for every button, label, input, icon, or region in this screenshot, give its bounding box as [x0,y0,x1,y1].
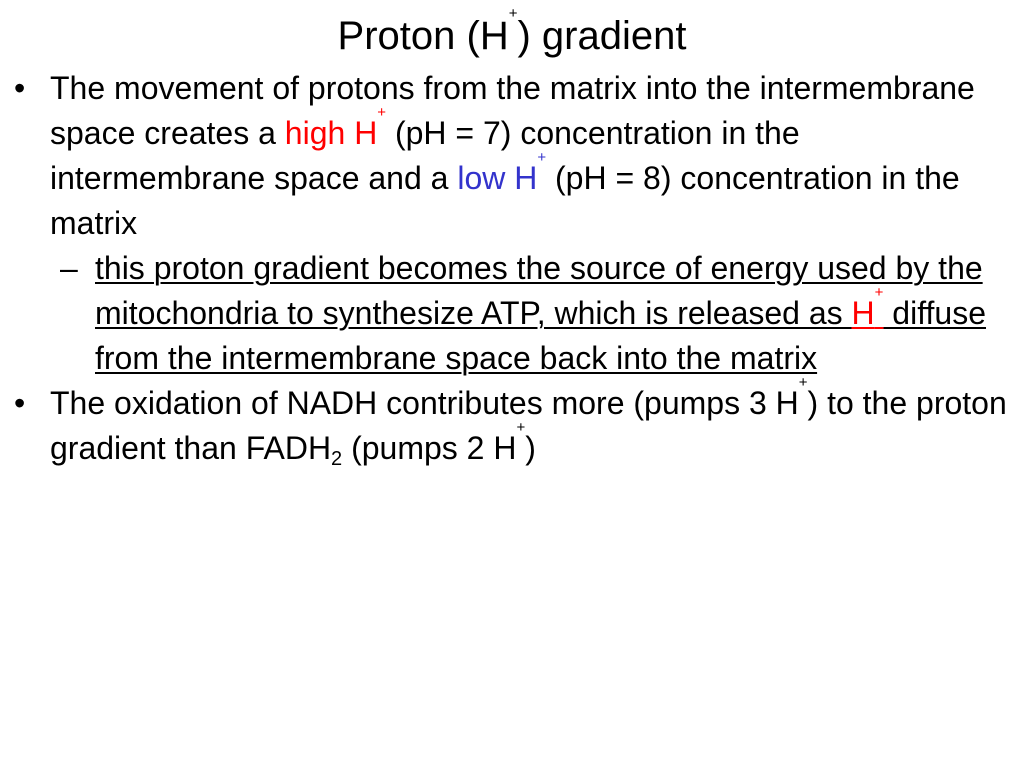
bullet-1-marker: • [14,70,26,106]
bullet-1-high-sup: + [377,104,387,121]
bullet-1-high [284,104,387,151]
bullet-1-low-text: low H [457,160,538,196]
bullet-2-sup2: + [516,419,526,436]
slide-body [12,66,1012,471]
bullet-2-part1: The oxidation of NADH contributes more (pumps 3 H [50,385,799,421]
sub-bullet-1 [12,246,1012,381]
title-main: Proton (H [337,14,509,58]
title-end: ) gradient [517,14,687,58]
bullet-2-part4: ) [525,430,536,466]
sub-bullet-1-h [851,284,884,331]
bullet-1-low [457,149,547,196]
bullet-1-part1: The movement of protons from the matrix into the intermembrane space creates a [50,70,975,151]
bullet-1-part3: (pH = 8) concentration in the matrix [50,160,960,241]
sub-bullet-1-part1: this proton gradient becomes the source of energy used by the mitochondria to synthesize ATP, which is released as [95,250,983,331]
sub-bullet-1-part2: diffuse from the intermembrane space back into the matrix [95,295,986,376]
bullet-2-sub: 2 [331,448,343,470]
sub-bullet-1-h-sup: + [874,284,884,301]
bullet-2-sup1: + [798,374,808,391]
title-superscript: + [508,5,518,22]
bullet-2-part3: (pumps 2 H [342,430,517,466]
slide-title [0,5,1024,60]
sub-bullet-1-marker: – [60,250,78,286]
bullet-1-low-sup: + [537,149,547,166]
bullet-1 [12,66,1012,246]
sub-bullet-1-h-text: H [851,295,875,331]
bullet-1-high-text: high H [284,115,378,151]
bullet-2-marker: • [14,385,26,421]
bullet-2-part2: ) to the proton gradient than FADH [50,385,1007,466]
bullet-1-part2: (pH = 7) concentration in the intermembrane space and a [50,115,800,196]
bullet-2 [12,374,1012,471]
